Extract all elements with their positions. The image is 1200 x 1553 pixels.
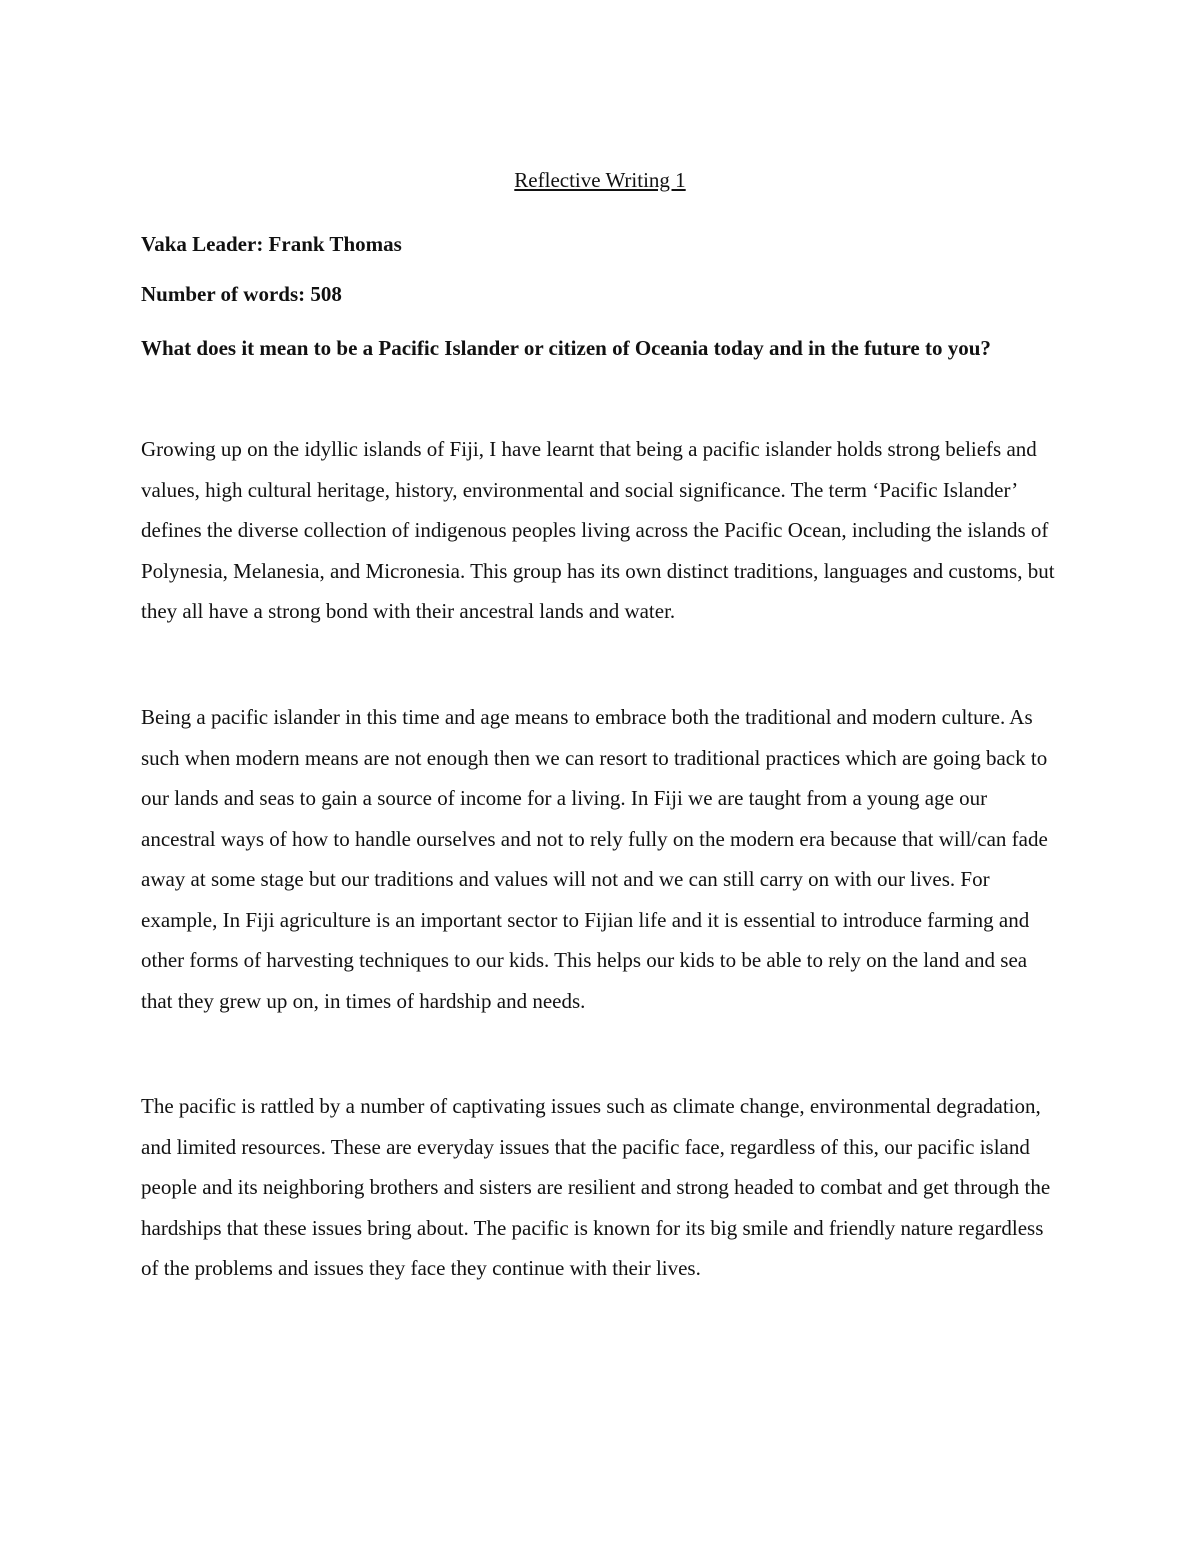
- body-paragraph-2: Being a pacific islander in this time and age means to embrace both the traditional and modern culture. As such when modern means are not enough then we can resort to traditional practices which are going back to our lands and seas to gain a source of income for a living. In Fiji we are taught from a young age our ancestral ways of how to handle ourselves and not to rely fully on the modern era because that will/can fade away at some stage but our traditions and values will not and we can still carry on with our lives. For example, In Fiji agriculture is an important sector to Fijian life and it is essential to introduce farming and other forms of harvesting techniques to our kids. This helps our kids to be able to rely on the land and sea that they grew up on, in times of hardship and needs.: [141, 705, 1048, 1013]
- body-paragraph-3: The pacific is rattled by a number of captivating issues such as climate change, environmental degradation, and limited resources. These are everyday issues that the pacific face, regardless of this, our pacific island people and its neighboring brothers and sisters are resilient and strong headed to combat and get through the hardships that these issues bring about. The pacific is known for its big smile and friendly nature regardless of the problems and issues they face they continue with their lives.: [141, 1094, 1051, 1280]
- body-paragraph-1: Growing up on the idyllic islands of Fiji, I have learnt that being a pacific islander holds strong beliefs and values, high cultural heritage, history, environmental and social significance. The term ‘Pacific Islander’ defines the diverse collection of indigenous peoples living across the Pacific Ocean, including the islands of Polynesia, Melanesia, and Micronesia. This group has its own distinct traditions, languages and customs, but they all have a strong bond with their ancestral lands and water.: [141, 437, 1055, 623]
- vaka-leader-line: Vaka Leader: Frank Thomas: [141, 232, 402, 256]
- word-count-line: Number of words: 508: [141, 282, 342, 306]
- document-title: Reflective Writing 1: [514, 168, 686, 192]
- essay-question: What does it mean to be a Pacific Islander or citizen of Oceania today and in the future to you?: [141, 336, 991, 360]
